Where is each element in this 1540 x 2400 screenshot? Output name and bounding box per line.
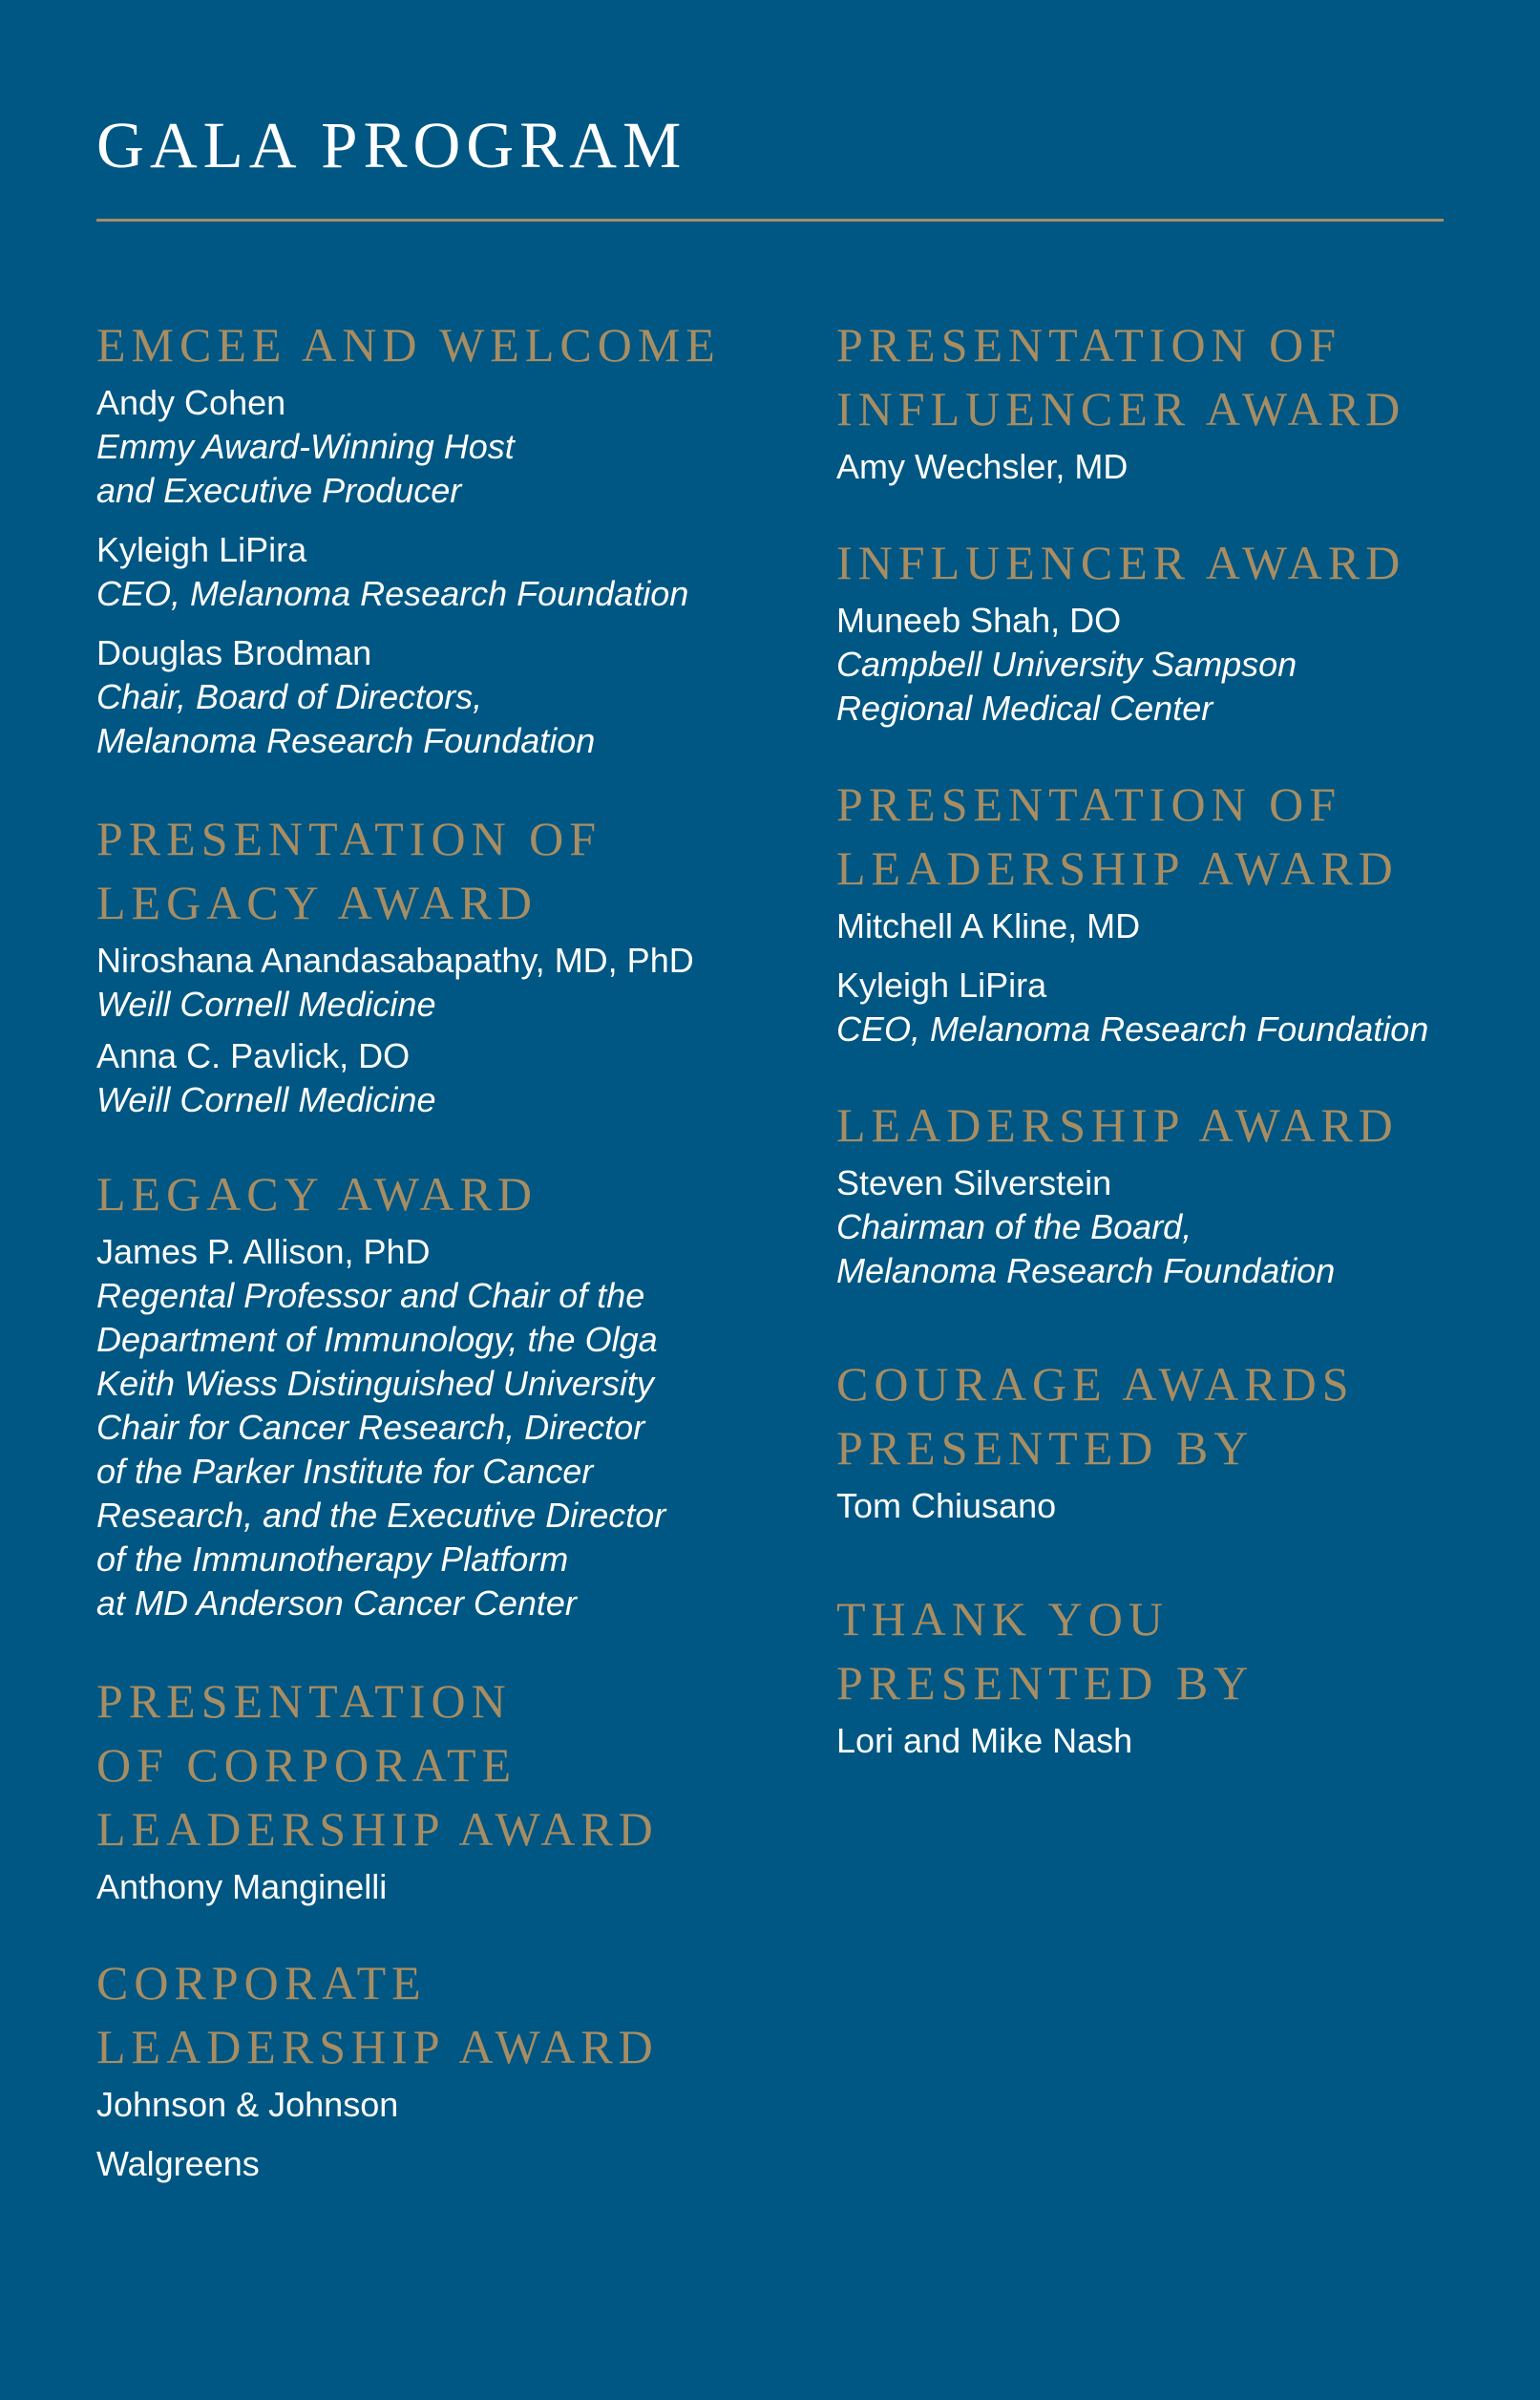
person-role-line: CEO, Melanoma Research Foundation — [836, 1009, 1429, 1049]
person-role-line: at MD Anderson Cancer Center — [96, 1583, 577, 1623]
section-heading — [96, 1951, 765, 2079]
person-name: Kyleigh LiPira — [836, 966, 1047, 1005]
people-list — [96, 2083, 765, 2186]
person-role-line: Chair, Board of Directors, — [96, 677, 483, 716]
section-heading-line: EMCEE AND WELCOME — [96, 318, 721, 372]
program-section — [96, 313, 765, 763]
section-heading-line: PRESENTATION — [96, 1674, 512, 1728]
section-heading — [836, 773, 1524, 901]
person-entry — [836, 599, 1524, 731]
person-role-line: CEO, Melanoma Research Foundation — [96, 574, 689, 613]
section-heading-line: CORPORATE — [96, 1956, 427, 2009]
person-role-line: Department of Immunology, the Olga — [96, 1320, 658, 1359]
section-heading — [836, 1587, 1524, 1715]
person-entry — [836, 1484, 1524, 1528]
person-entry — [836, 964, 1524, 1051]
section-heading — [836, 1352, 1524, 1480]
program-section — [836, 1587, 1524, 1763]
person-entry — [96, 2142, 765, 2186]
people-list — [836, 599, 1524, 731]
people-list — [836, 904, 1524, 1051]
section-heading — [836, 1094, 1524, 1158]
people-list — [836, 1161, 1524, 1293]
person-name: Douglas Brodman — [96, 633, 372, 672]
person-entry — [96, 1230, 765, 1625]
section-heading-line: PRESENTED BY — [836, 1656, 1255, 1710]
section-heading-line: PRESENTATION OF — [836, 318, 1342, 372]
section-heading-line: THANK YOU — [836, 1592, 1169, 1646]
person-role-line: Chairman of the Board, — [836, 1207, 1192, 1246]
right-column — [836, 313, 1524, 1763]
person-name: Niroshana Anandasabapathy, MD, PhD — [96, 941, 694, 980]
program-section — [96, 1951, 765, 2186]
person-name: Tom Chiusano — [836, 1486, 1057, 1525]
person-role-line: Regional Medical Center — [836, 689, 1213, 728]
person-role-line: Campbell University Sampson — [836, 645, 1297, 684]
person-entry — [96, 2083, 765, 2127]
section-heading — [836, 313, 1524, 441]
section-heading-line: OF CORPORATE — [96, 1738, 517, 1792]
person-entry — [96, 528, 765, 616]
section-heading-line: INFLUENCER AWARD — [836, 536, 1406, 589]
person-name: Anna C. Pavlick, DO — [96, 1036, 411, 1075]
section-heading-line: LEADERSHIP AWARD — [96, 1802, 659, 1856]
person-name: Mitchell A Kline, MD — [836, 906, 1141, 945]
section-heading — [96, 1162, 765, 1226]
people-list — [96, 1865, 765, 1909]
person-role-line: Keith Wiess Distinguished University — [96, 1364, 654, 1403]
person-role-line: Research, and the Executive Director — [96, 1496, 666, 1535]
section-heading — [96, 313, 765, 377]
people-list — [836, 1719, 1524, 1763]
person-entry — [836, 1719, 1524, 1763]
person-entry — [96, 381, 765, 513]
section-heading-line: PRESENTED BY — [836, 1421, 1255, 1475]
person-entry — [836, 445, 1524, 489]
title-divider — [96, 219, 1444, 222]
program-section — [96, 807, 765, 1122]
section-heading-line: LEADERSHIP AWARD — [96, 2020, 659, 2073]
program-section — [836, 531, 1524, 731]
section-heading-line: LEGACY AWARD — [96, 876, 538, 929]
person-role-line: Melanoma Research Foundation — [96, 721, 596, 760]
people-list — [96, 381, 765, 763]
program-section — [836, 313, 1524, 489]
section-heading-line: LEGACY AWARD — [96, 1167, 538, 1221]
person-role-line: Weill Cornell Medicine — [96, 1080, 436, 1119]
people-list — [96, 1230, 765, 1625]
page-title: GALA PROGRAM — [96, 109, 687, 181]
section-heading-line: LEADERSHIP AWARD — [836, 841, 1399, 895]
person-role-line: Regental Professor and Chair of the — [96, 1276, 645, 1315]
person-name: Anthony Manginelli — [96, 1867, 388, 1906]
program-section — [96, 1162, 765, 1625]
left-column — [96, 313, 765, 2186]
program-section — [836, 1094, 1524, 1293]
person-role-line: Melanoma Research Foundation — [836, 1251, 1336, 1290]
person-name: Johnson & Johnson — [96, 2085, 399, 2124]
program-section — [96, 1669, 765, 1909]
section-heading-line: LEADERSHIP AWARD — [836, 1098, 1399, 1152]
person-name: Walgreens — [96, 2144, 260, 2183]
section-heading-line: INFLUENCER AWARD — [836, 382, 1406, 435]
person-name: Kyleigh LiPira — [96, 530, 307, 569]
person-role-line: Chair for Cancer Research, Director — [96, 1408, 645, 1447]
person-name: Amy Wechsler, MD — [836, 447, 1129, 486]
person-name: Muneeb Shah, DO — [836, 601, 1122, 640]
person-role-line: Emmy Award-Winning Host — [96, 427, 515, 466]
person-entry — [96, 1865, 765, 1909]
person-role-line: Weill Cornell Medicine — [96, 985, 436, 1024]
person-name: Steven Silverstein — [836, 1163, 1112, 1202]
person-role-line: of the Parker Institute for Cancer — [96, 1452, 594, 1491]
section-heading-line: PRESENTATION OF — [836, 777, 1342, 831]
person-entry — [96, 1034, 765, 1122]
program-section — [836, 773, 1524, 1051]
section-heading — [96, 1669, 765, 1861]
program-section — [836, 1352, 1524, 1528]
section-heading — [96, 807, 765, 935]
person-name: Andy Cohen — [96, 383, 286, 422]
person-entry — [96, 939, 765, 1027]
person-name: Lori and Mike Nash — [836, 1721, 1133, 1760]
person-role-line: and Executive Producer — [96, 471, 462, 510]
person-name: James P. Allison, PhD — [96, 1232, 431, 1271]
people-list — [836, 1484, 1524, 1528]
people-list — [96, 939, 765, 1122]
person-entry — [836, 1161, 1524, 1293]
section-heading-line: PRESENTATION OF — [96, 812, 602, 865]
person-entry — [96, 631, 765, 763]
section-heading — [836, 531, 1524, 595]
person-role-line: of the Immunotherapy Platform — [96, 1540, 569, 1579]
section-heading-line: COURAGE AWARDS — [836, 1357, 1355, 1411]
person-entry — [836, 904, 1524, 948]
people-list — [836, 445, 1524, 489]
